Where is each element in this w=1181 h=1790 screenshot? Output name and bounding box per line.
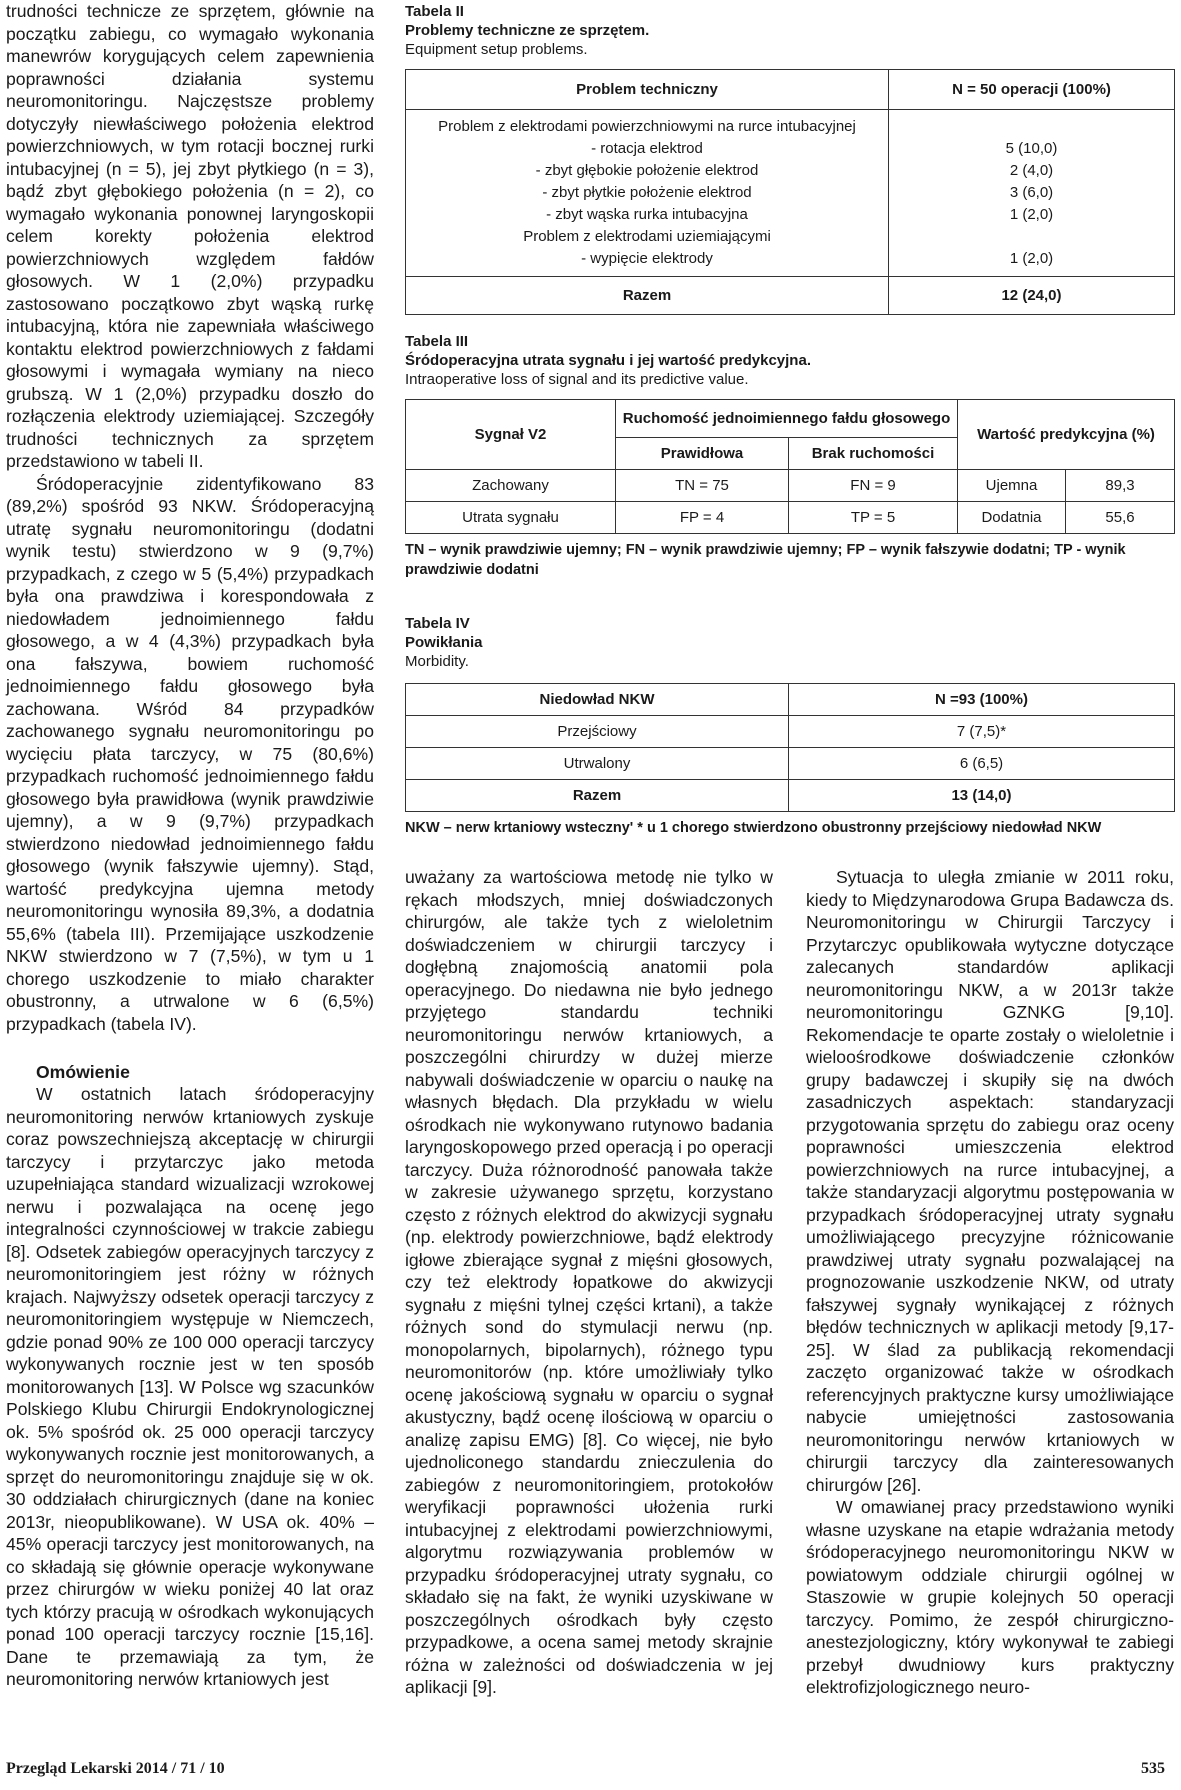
paragraph: W ostatnich latach śródoperacyjny neuromonitoring nerwów krtaniowych zyskuje coraz powszechniejszą akceptację w chirurgii tarczycy i przytarczyc jako metoda uzupełniająca standard wizualizacji wzrokowej nerwu i pozwalająca na ocenę jego integralności czynnościowej w trakcie zabiegu [8]. Odsetek zabiegów operacyjnych tarczycy z neuromonitoringiem jest różny w różnych krajach. Najwyższy odsetek operacji tarczycy z neuromonitoringiem występuje w Niemczech, gdzie ponad 90% ze 100 000 operacji tarczycy wykonywanych rocznie jest w ten sposób monitorowanych [13]. W Polsce wg szacunków Polskiego Klubu Chirurgii Endokrynologicznej ok. 5% spośród ok. 25 000 operacji tarczycy wykonywanych rocznie jest monitorowanych, a sprzęt do neuromonitoringu znajduje się w ok. 30 oddziałach chirurgicznych (dane na koniec 2013r, nieopublikowane). W USA ok. 40% – 45% operacji tarczycy jest monitorowanych, na co składają się głównie operacje wykonywane przez chirurgów w wieku poniżej 40 lat oraz tych którzy pracują w ośrodkach wykonujących ponad 100 operacji tarczycy rocznie [15,16]. Dane te przemawiają za tym, że neuromonitoring nerwów krtaniowych jest: [6, 1084, 374, 1689]
table-title-en: Morbidity.: [405, 653, 469, 670]
table-cell: 6 (6,5): [789, 748, 1175, 780]
table-cell: FN = 9: [789, 470, 958, 502]
row-value: 1 (2,0): [1009, 206, 1054, 223]
row-value: 3 (6,0): [1009, 184, 1054, 201]
paragraph: uważany za wartościowa metodę nie tylko w rękach młodszych, mniej doświadczonych chirurgów, ale także tych z wieloletnim doświadczeniem w chirurgii tarczycy i dogłębną znajomością anatomii pola operacyjnego. Do niedawna nie było jednego przyjętego standardu techniki neuromonitoringu nerwów krtaniowych, a poszczególni chirurdzy w dużej mierze nabywali doświadczenie w oparciu o naukę na własnych błędach. Dla przykładu w wielu ośrodkach nie wykonywano rutynowo badania laryngoskopowego przed operacją i po operacji tarczycy. Duża różnorodność panowała także w zakresie używanego sprzętu, korzystano często z różnych elektrod do akwizycji sygnału (np. elektrody powierzchniowe, bądź elektrody igłowe zbierające sygnał z mięśni głosowych, czy też elektrody łopatkowe do akwizycji sygnału z mięśni tylnej części krtani), a także różnych sond do stymulacji nerwu (np. monopolarnych, bipolarnych), różnego typu neuromonitorów (np. które umożliwiały tylko ocenę jakościową sygnału w oparciu o sygnał akustyczny, bądź ocenę ilościową w oparciu o analizę zapisu EMG) [8]. Co więcej, nie było ujednoliconego standardu znieczulenia do zabiegów z neuromonitoringiem, protokołów weryfikacji poprawności ułożenia rurki intubacyjnej z elektrodami powierzchniowymi, algorytmu rozwiązywania problemów w przypadku śródoperacyjnej utraty sygnału, co składało się na fakt, że wyniki uzyskiwane w poszczególnych ośrodkach były często przypadkowe, a ocena samej metody skrajnie różna w zależności od doświadczenia w jej aplikacji [9].: [405, 867, 773, 1697]
table-header: N =93 (100%): [789, 684, 1175, 716]
table-header: Prawidłowa: [616, 438, 789, 470]
table-header: Niedowład NKW: [406, 684, 789, 716]
table-row: [406, 748, 1175, 780]
section-heading: Omówienie: [36, 1062, 130, 1082]
row-label: - zbyt głębokie położenie elektrod: [535, 162, 759, 179]
table-cell: Ujemna: [958, 470, 1066, 502]
table-row: [406, 110, 1175, 277]
left-column: [6, 0, 374, 1691]
total-value: 13 (14,0): [789, 780, 1175, 812]
row-label: - zbyt wąska rurka intubacyjna: [546, 206, 748, 223]
table-cell: Przejściowy: [406, 716, 789, 748]
table-3: [405, 399, 1175, 534]
table-cell: [406, 110, 889, 277]
paragraph: Sytuacja to uległa zmianie w 2011 roku, kiedy to Międzynarodowa Grupa Badawcza ds. Neuromonitoringu w Chirurgii Tarczycy i Przytarczyc opublikowała wytyczne dotyczące zalecanych standardów aplikacji neuromonitoringu NKW, a w 2013r także neuromonitoringu GZNKG [9,10]. Rekomendacje te oparte zostały o wieloletnie i wieloośrodkowe doświadczenie członków grupy badawczej i skupiły się na dwóch zasadniczych aspektach: standaryzacji przygotowania sprzętu do zabiegu oraz oceny poprawności umieszczenia elektrod powierzchniowych na rurce intubacyjnej, a także standaryzacji algorytmu postępowania w przypadkach śródoperacyjnej utraty sygnału umożliwiającego precyzyjne różnicowanie prawdziwej utraty sygnału pozwalającej na prognozowanie uszkodzenie NKW, od utraty fałszywej sygnały wynikającej z różnych błędów technicznych w aplikacji metody [9,17-25]. W ślad za publikacją rekomendacji zaczęto organizować także w ośrodkach referencyjnych praktyczne kursy umożliwiające nabycie umiejętności zastosowania neuromonitoringu nerwów krtaniowych w chirurgii tarczycy dla zainteresowanych chirurgów [26].: [806, 867, 1174, 1495]
table-cell: 89,3: [1066, 470, 1175, 502]
row-value: [889, 226, 1174, 248]
table-number: Tabela III: [405, 333, 469, 350]
journal-footer: Przegląd Lekarski 2014 / 71 / 10: [6, 1760, 225, 1777]
table-cell: FP = 4: [616, 502, 789, 534]
total-label: Razem: [406, 277, 889, 315]
table-cell: Zachowany: [406, 470, 616, 502]
table-cell: Utrata sygnału: [406, 502, 616, 534]
table-caption: [405, 614, 1175, 671]
table-row: [406, 470, 1175, 502]
table-row: [406, 502, 1175, 534]
table-title-pl: Śródoperacyjna utrata sygnału i jej wartość predykcyjna.: [405, 352, 811, 369]
table-header: Problem techniczny: [406, 70, 889, 110]
total-label: Razem: [406, 780, 789, 812]
total-value: 12 (24,0): [889, 277, 1175, 315]
row-label: - zbyt płytkie położenie elektrod: [542, 184, 752, 201]
row-value: 5 (10,0): [1005, 140, 1058, 157]
table-cell: 55,6: [1066, 502, 1175, 534]
table-2-block: [405, 2, 1175, 315]
row-label: Problem z elektrodami uziemiającymi: [523, 228, 771, 245]
row-value: 2 (4,0): [1009, 162, 1054, 179]
table-cell: Dodatnia: [958, 502, 1066, 534]
table-number: Tabela IV: [405, 615, 470, 632]
paragraph: Śródoperacyjnie zidentyfikowano 83 (89,2%) spośród 93 NKW. Śródoperacyjną utratę sygnału neuromonitoringu (dodatni wynik testu) stwierdzono w 9 (9,7%) przypadkach, z czego w 5 (5,4%) przypadkach była ona prawdziwa i korespondowała z niedowładem jednoimiennego fałdu głosowego, a w 4 (4,3%) przypadkach była ona fałszywa, bowiem ruchomość jednoimiennego fałdu głosowego była zachowana. Wśród 84 przypadków zachowanego sygnału neuromonitoringu po wycięciu płata tarczycy, w 75 (80,6%) przypadkach ruchomość jednoimiennego fałdu głosowego była prawidłowa (wynik prawdziwie ujemny), a w 9 (9,7%) przypadkach stwierdzono niedowład jednoimiennego fałdu głosowego (wynik fałszywie ujemny). Stąd, wartość predykcyjna ujemna metody neuromonitoringu wynosiła 89,3%, a dodatnia 55,6% (tabela III). Przemijające uszkodzenie NKW stwierdzono w 7 (7,5%), w tym u 1 chorego uszkodzenie to miało charakter obustronny, a utrwalone w 6 (6,5%) przypadkach (tabela IV).: [6, 473, 374, 1034]
table-title-pl: Powikłania: [405, 634, 483, 651]
table-title-en: Intraoperative loss of signal and its predictive value.: [405, 371, 749, 388]
table-cell: Utrwalony: [406, 748, 789, 780]
paragraph: W omawianej pracy przedstawiono wyniki własne uzyskane na etapie wdrażania metody śródoperacyjnego neuromonitoringu NKW w powiatowym oddziale chirurgii ogólnej w Staszowie w grupie kolejnych 50 operacji tarczycy. Pomimo, że zespół chirurgiczno-anestezjologiczny, który wykonywał te zabiegi przebył dwudniowy kurs praktyczny elektrofizjologicznego neuro-: [806, 1497, 1174, 1697]
right-column: [806, 866, 1174, 1699]
row-label: - rotacja elektrod: [591, 140, 703, 157]
table-cell: TP = 5: [789, 502, 958, 534]
table-2: [405, 69, 1175, 315]
table-number: Tabela II: [405, 3, 464, 20]
middle-column: [405, 866, 773, 1699]
row-label: Problem z elektrodami powierzchniowymi na rurce intubacyjnej: [438, 118, 856, 135]
table-total-row: [406, 780, 1175, 812]
row-value: [889, 116, 1174, 138]
table-header: N = 50 operacji (100%): [889, 70, 1175, 110]
table-cell: [889, 110, 1175, 277]
row-label: - wypięcie elektrody: [581, 250, 713, 267]
table-caption: [405, 2, 1175, 59]
table-cell: 7 (7,5)*: [789, 716, 1175, 748]
table-header: Sygnał V2: [406, 400, 616, 470]
paragraph: trudności technicze ze sprzętem, głównie na początku zabiegu, co wymagało wykonania manewrów korygujących celem zapewnienia poprawności działania systemu neuromonitoringu. Najczęstsze problemy dotyczyły niewłaściwego położenia elektrod powierzchniowych, w tym rotacji bocznej rurki intubacyjnej (n = 5), jej zbyt płytkiego (n = 3), bądź zbyt głębokiego położenia (n = 2), co wymagało wykonania ponownej laryngoskopii celem korekty położenia elektrod powierzchniowych względem fałdów głosowych. W 1 (2,0%) przypadku zastosowano początkowo zbyt wąską rurkę intubacyjną, która nie zapewniała właściwego kontaktu elektrod powierzchniowych z fałdami głosowymi i wymagała wymiany na nieco grubszą. W 1 (2,0%) przypadku doszło do rozłączenia elektrody uziemiającej. Szczegóły trudności technicznych za sprzętem przedstawiono w tabeli II.: [6, 1, 374, 471]
row-value: 1 (2,0): [1009, 250, 1054, 267]
table-header: Ruchomość jednoimiennego fałdu głosowego: [616, 400, 958, 438]
table-note: TN – wynik prawdziwie ujemny; FN – wynik prawdziwie ujemny; FP – wynik fałszywie dodatni; TP - wynik prawdziwie dodatni: [405, 542, 1126, 578]
table-row: [406, 716, 1175, 748]
table-note: NKW – nerw krtaniowy wsteczny' * u 1 chorego stwierdzono obustronny przejściowy niedowład NKW: [405, 820, 1102, 836]
table-header: Brak ruchomości: [789, 438, 958, 470]
table-header: Wartość predykcyjna (%): [958, 400, 1175, 470]
table-4: [405, 683, 1175, 812]
table-total-row: [406, 277, 1175, 315]
table-cell: TN = 75: [616, 470, 789, 502]
table-caption: [405, 332, 1175, 389]
table-4-block: [405, 614, 1175, 838]
page-number: 535: [1141, 1760, 1165, 1777]
table-title-en: Equipment setup problems.: [405, 41, 588, 58]
table-title-pl: Problemy techniczne ze sprzętem.: [405, 22, 650, 39]
table-3-block: [405, 332, 1175, 580]
